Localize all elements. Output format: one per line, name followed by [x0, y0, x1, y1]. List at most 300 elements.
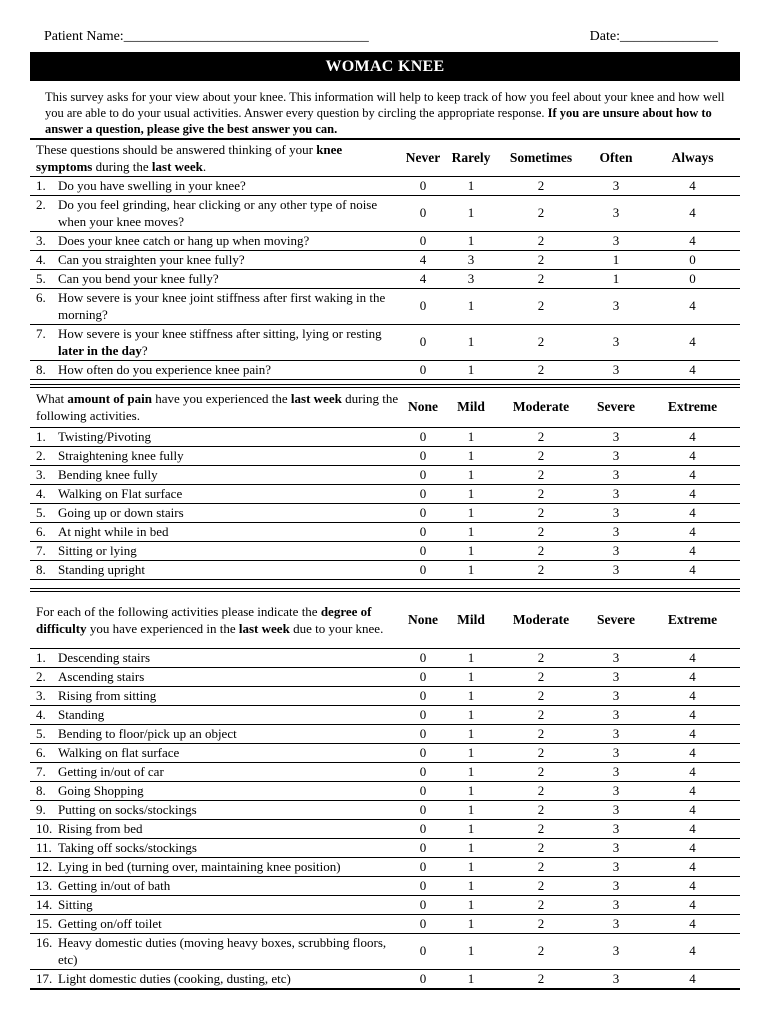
question-text: Straightening knee fully	[58, 448, 184, 463]
response-option-rarely[interactable]: 1	[447, 288, 495, 324]
response-option-extreme[interactable]: 4	[645, 484, 740, 503]
response-option-none[interactable]: 0	[399, 503, 447, 522]
question-text: Getting on/off toilet	[58, 916, 162, 931]
question-text: Going up or down stairs	[58, 505, 184, 520]
response-option-extreme[interactable]: 4	[645, 648, 740, 667]
response-option-often[interactable]: 3	[587, 195, 645, 231]
question-text: How often do you experience knee pain?	[58, 362, 271, 378]
response-option-none[interactable]: 0	[399, 522, 447, 541]
response-option-moderate[interactable]: 2	[495, 667, 587, 686]
response-option-never[interactable]: 0	[399, 231, 447, 250]
response-option-moderate[interactable]: 2	[495, 648, 587, 667]
response-option-moderate[interactable]: 2	[495, 914, 587, 933]
response-option-mild[interactable]: 1	[447, 857, 495, 876]
response-option-moderate[interactable]: 2	[495, 560, 587, 579]
response-option-severe[interactable]: 3	[587, 743, 645, 762]
response-option-extreme[interactable]: 4	[645, 686, 740, 705]
column-header-moderate: Moderate	[495, 386, 587, 427]
response-option-severe[interactable]: 3	[587, 484, 645, 503]
question-row	[30, 231, 740, 250]
response-option-moderate[interactable]: 2	[495, 819, 587, 838]
response-option-sometimes[interactable]: 2	[495, 288, 587, 324]
prompt-fragment: last week	[238, 620, 290, 636]
response-option-moderate[interactable]: 2	[495, 857, 587, 876]
response-option-sometimes[interactable]: 2	[495, 360, 587, 379]
response-option-mild[interactable]: 1	[447, 781, 495, 800]
response-option-severe[interactable]: 3	[587, 838, 645, 857]
section-prompt	[30, 139, 399, 176]
response-option-severe[interactable]: 3	[587, 648, 645, 667]
question-row	[30, 465, 740, 484]
question-text-cell	[30, 895, 399, 914]
response-option-never[interactable]: 0	[399, 324, 447, 360]
question-row	[30, 541, 740, 560]
question-row	[30, 705, 740, 724]
question-row	[30, 724, 740, 743]
question-number: 6.	[36, 745, 46, 760]
question-number: 12.	[36, 859, 53, 874]
response-option-mild[interactable]: 1	[447, 969, 495, 988]
question-row	[30, 324, 740, 360]
column-header-severe: Severe	[587, 590, 645, 648]
response-option-none[interactable]: 0	[399, 743, 447, 762]
column-header-often: Often	[587, 139, 645, 176]
response-option-severe[interactable]: 3	[587, 503, 645, 522]
response-option-mild[interactable]: 1	[447, 522, 495, 541]
response-option-mild[interactable]: 1	[447, 933, 495, 969]
response-option-severe[interactable]: 3	[587, 541, 645, 560]
question-row	[30, 933, 740, 969]
response-option-extreme[interactable]: 4	[645, 838, 740, 857]
response-option-extreme[interactable]: 4	[645, 933, 740, 969]
question-line	[36, 251, 399, 268]
question-line	[36, 706, 399, 723]
response-option-mild[interactable]: 1	[447, 705, 495, 724]
response-option-severe[interactable]: 3	[587, 800, 645, 819]
question-text-cell	[30, 360, 399, 379]
question-text-cell	[30, 705, 399, 724]
response-option-none[interactable]: 0	[399, 914, 447, 933]
response-option-often[interactable]: 3	[587, 360, 645, 379]
response-option-always[interactable]: 0	[645, 250, 740, 269]
response-option-sometimes[interactable]: 2	[495, 176, 587, 195]
section-prompt	[30, 386, 399, 427]
question-row	[30, 895, 740, 914]
response-option-mild[interactable]: 1	[447, 484, 495, 503]
response-option-often[interactable]: 1	[587, 250, 645, 269]
question-line	[36, 196, 399, 230]
response-option-always[interactable]: 4	[645, 195, 740, 231]
response-option-none[interactable]: 0	[399, 705, 447, 724]
column-header-extreme: Extreme	[645, 386, 740, 427]
response-option-always[interactable]: 0	[645, 269, 740, 288]
question-text-cell	[30, 195, 399, 231]
response-option-none[interactable]: 0	[399, 541, 447, 560]
response-option-extreme[interactable]: 4	[645, 427, 740, 446]
intro-text: This survey asks for your view about your knee. This information will help to keep track of how you feel about your knee and how well you are able to do your usual activities. Answer every question by circling the appropriate response.	[45, 90, 725, 120]
question-row	[30, 762, 740, 781]
response-option-rarely[interactable]: 3	[447, 250, 495, 269]
response-option-moderate[interactable]: 2	[495, 541, 587, 560]
response-option-extreme[interactable]: 4	[645, 465, 740, 484]
question-number: 13.	[36, 878, 53, 893]
response-option-never[interactable]: 4	[399, 269, 447, 288]
question-text-cell	[30, 876, 399, 895]
response-option-extreme[interactable]: 4	[645, 743, 740, 762]
question-line	[36, 649, 399, 666]
response-option-rarely[interactable]: 1	[447, 324, 495, 360]
section-prompt	[30, 590, 399, 648]
section-1-table	[30, 138, 740, 379]
date-field[interactable]: Date:______________	[589, 29, 718, 44]
column-header-always: Always	[645, 139, 740, 176]
response-option-severe[interactable]: 3	[587, 876, 645, 895]
question-text-cell	[30, 969, 399, 988]
response-option-moderate[interactable]: 2	[495, 933, 587, 969]
response-option-extreme[interactable]: 4	[645, 895, 740, 914]
response-option-rarely[interactable]: 1	[447, 195, 495, 231]
response-option-severe[interactable]: 3	[587, 819, 645, 838]
question-number: 15.	[36, 916, 53, 931]
question-line	[36, 270, 399, 287]
response-option-rarely[interactable]: 3	[447, 269, 495, 288]
question-text-cell	[30, 324, 399, 360]
response-option-extreme[interactable]: 4	[645, 560, 740, 579]
response-option-extreme[interactable]: 4	[645, 446, 740, 465]
question-text: Can you bend your knee fully?	[58, 271, 219, 286]
question-number: 6.	[36, 524, 46, 539]
question-number: 8.	[36, 562, 46, 578]
question-number: 4.	[36, 707, 46, 722]
response-option-none[interactable]: 0	[399, 762, 447, 781]
response-option-moderate[interactable]: 2	[495, 969, 587, 988]
response-option-rarely[interactable]: 1	[447, 231, 495, 250]
question-row	[30, 914, 740, 933]
response-option-always[interactable]: 4	[645, 176, 740, 195]
question-line	[36, 561, 399, 578]
response-option-moderate[interactable]: 2	[495, 503, 587, 522]
response-option-none[interactable]: 0	[399, 560, 447, 579]
column-header-sometimes: Sometimes	[495, 139, 587, 176]
response-option-extreme[interactable]: 4	[645, 503, 740, 522]
response-option-none[interactable]: 0	[399, 724, 447, 743]
response-option-extreme[interactable]: 4	[645, 800, 740, 819]
response-option-extreme[interactable]: 4	[645, 705, 740, 724]
question-text: Getting in/out of car	[58, 764, 164, 779]
response-option-always[interactable]: 4	[645, 324, 740, 360]
question-number: 17.	[36, 971, 53, 987]
response-option-never[interactable]: 0	[399, 176, 447, 195]
response-option-moderate[interactable]: 2	[495, 446, 587, 465]
patient-name-field[interactable]: Patient Name:___________________________________	[44, 29, 369, 44]
question-number: 9.	[36, 802, 46, 817]
response-option-moderate[interactable]: 2	[495, 705, 587, 724]
question-row	[30, 648, 740, 667]
response-option-mild[interactable]: 1	[447, 819, 495, 838]
response-option-often[interactable]: 3	[587, 324, 645, 360]
question-row	[30, 838, 740, 857]
question-line	[36, 504, 399, 521]
response-option-mild[interactable]: 1	[447, 743, 495, 762]
question-text-cell	[30, 176, 399, 195]
question-line	[36, 896, 399, 913]
question-line	[36, 820, 399, 837]
response-option-moderate[interactable]: 2	[495, 781, 587, 800]
response-option-mild[interactable]: 1	[447, 503, 495, 522]
response-option-mild[interactable]: 1	[447, 895, 495, 914]
response-option-mild[interactable]: 1	[447, 876, 495, 895]
question-number: 5.	[36, 505, 46, 520]
question-text-cell	[30, 560, 399, 579]
response-option-never[interactable]: 0	[399, 360, 447, 379]
response-option-severe[interactable]: 3	[587, 560, 645, 579]
question-line	[36, 177, 399, 194]
response-option-severe[interactable]: 3	[587, 705, 645, 724]
response-option-none[interactable]: 0	[399, 667, 447, 686]
question-line	[36, 668, 399, 685]
question-row	[30, 269, 740, 288]
response-option-mild[interactable]: 1	[447, 560, 495, 579]
response-option-mild[interactable]: 1	[447, 667, 495, 686]
response-option-none[interactable]: 0	[399, 446, 447, 465]
response-option-always[interactable]: 4	[645, 231, 740, 250]
response-option-moderate[interactable]: 2	[495, 427, 587, 446]
prompt-fragment: amount of pain	[67, 391, 152, 407]
response-option-rarely[interactable]: 1	[447, 360, 495, 379]
question-number: 14.	[36, 897, 53, 912]
response-option-mild[interactable]: 1	[447, 914, 495, 933]
response-option-extreme[interactable]: 4	[645, 857, 740, 876]
response-option-severe[interactable]: 3	[587, 724, 645, 743]
question-number: 2.	[36, 669, 46, 684]
response-option-moderate[interactable]: 2	[495, 465, 587, 484]
response-option-none[interactable]: 0	[399, 800, 447, 819]
question-line	[36, 542, 399, 559]
question-line	[36, 858, 399, 875]
response-option-always[interactable]: 4	[645, 360, 740, 379]
response-option-mild[interactable]: 1	[447, 724, 495, 743]
prompt-fragment: .	[202, 158, 207, 174]
response-option-extreme[interactable]: 4	[645, 762, 740, 781]
response-option-always[interactable]: 4	[645, 288, 740, 324]
question-text-cell	[30, 503, 399, 522]
response-option-often[interactable]: 3	[587, 231, 645, 250]
response-option-extreme[interactable]: 4	[645, 541, 740, 560]
response-option-severe[interactable]: 3	[587, 781, 645, 800]
question-text: Getting in/out of bath	[58, 878, 171, 893]
question-text-cell	[30, 838, 399, 857]
question-text: Rising from bed	[58, 821, 143, 836]
prompt-fragment: have you experienced the	[151, 391, 291, 407]
response-option-sometimes[interactable]: 2	[495, 269, 587, 288]
response-option-extreme[interactable]: 4	[645, 876, 740, 895]
column-header-rarely: Rarely	[447, 139, 495, 176]
response-option-rarely[interactable]: 1	[447, 176, 495, 195]
response-option-moderate[interactable]: 2	[495, 522, 587, 541]
question-row	[30, 686, 740, 705]
question-text: Putting on socks/stockings	[58, 802, 197, 817]
prompt-fragment: knee symptoms	[36, 141, 343, 174]
prompt-fragment: due to your knee.	[289, 620, 384, 636]
response-option-moderate[interactable]: 2	[495, 686, 587, 705]
response-option-never[interactable]: 0	[399, 288, 447, 324]
response-option-moderate[interactable]: 2	[495, 876, 587, 895]
response-option-moderate[interactable]: 2	[495, 724, 587, 743]
response-option-mild[interactable]: 1	[447, 648, 495, 667]
response-option-often[interactable]: 3	[587, 176, 645, 195]
prompt-fragment: last week	[151, 158, 203, 174]
response-option-severe[interactable]: 3	[587, 522, 645, 541]
response-option-mild[interactable]: 1	[447, 838, 495, 857]
response-option-none[interactable]: 0	[399, 819, 447, 838]
response-option-often[interactable]: 3	[587, 288, 645, 324]
response-option-severe[interactable]: 3	[587, 857, 645, 876]
response-option-moderate[interactable]: 2	[495, 800, 587, 819]
question-number: 3.	[36, 688, 46, 703]
question-line	[36, 466, 399, 483]
question-row	[30, 176, 740, 195]
question-text-cell	[30, 933, 399, 969]
response-option-mild[interactable]: 1	[447, 465, 495, 484]
question-text-cell	[30, 686, 399, 705]
column-header-none: None	[399, 386, 447, 427]
question-text-cell	[30, 541, 399, 560]
response-option-sometimes[interactable]: 2	[495, 195, 587, 231]
question-text-cell	[30, 667, 399, 686]
question-number: 7.	[36, 543, 46, 558]
prompt-fragment: How severe is your knee stiffness after sitting, lying or resting	[58, 326, 382, 341]
response-option-severe[interactable]: 3	[587, 686, 645, 705]
response-option-moderate[interactable]: 2	[495, 762, 587, 781]
response-option-none[interactable]: 0	[399, 838, 447, 857]
question-text-cell	[30, 231, 399, 250]
response-option-severe[interactable]: 3	[587, 427, 645, 446]
question-row	[30, 819, 740, 838]
response-option-moderate[interactable]: 2	[495, 838, 587, 857]
response-option-none[interactable]: 0	[399, 969, 447, 988]
response-option-extreme[interactable]: 4	[645, 667, 740, 686]
question-number: 16.	[36, 935, 53, 950]
question-number: 1.	[36, 429, 46, 444]
response-option-sometimes[interactable]: 2	[495, 231, 587, 250]
question-line	[36, 839, 399, 856]
question-text: Walking on Flat surface	[58, 486, 183, 501]
question-text: Bending to floor/pick up an object	[58, 726, 237, 741]
response-option-none[interactable]: 0	[399, 781, 447, 800]
response-option-moderate[interactable]: 2	[495, 484, 587, 503]
response-option-severe[interactable]: 3	[587, 667, 645, 686]
response-option-none[interactable]: 0	[399, 465, 447, 484]
response-option-severe[interactable]: 3	[587, 465, 645, 484]
question-text: Twisting/Pivoting	[58, 429, 151, 444]
question-text: Standing	[58, 707, 105, 722]
question-text: Lying in bed (turning over, maintaining knee position)	[58, 859, 341, 874]
response-option-severe[interactable]: 3	[587, 895, 645, 914]
question-line	[36, 934, 399, 968]
question-text: Light domestic duties (cooking, dusting, etc)	[58, 971, 291, 987]
section-header-row	[30, 590, 740, 648]
response-option-often[interactable]: 1	[587, 269, 645, 288]
response-option-extreme[interactable]: 4	[645, 914, 740, 933]
question-text-cell	[30, 446, 399, 465]
response-option-severe[interactable]: 3	[587, 914, 645, 933]
question-row	[30, 876, 740, 895]
response-option-mild[interactable]: 1	[447, 762, 495, 781]
question-text: Do you have swelling in your knee?	[58, 178, 246, 193]
question-number: 6.	[36, 290, 46, 305]
prompt-fragment: These questions should be answered thinking of your	[36, 141, 317, 157]
response-option-severe[interactable]: 3	[587, 762, 645, 781]
response-option-extreme[interactable]: 4	[645, 969, 740, 988]
womac-form	[30, 0, 740, 990]
response-option-none[interactable]: 0	[399, 648, 447, 667]
prompt-fragment: last week	[290, 391, 342, 407]
column-header-extreme: Extreme	[645, 590, 740, 648]
question-number: 3.	[36, 467, 46, 482]
response-option-mild[interactable]: 1	[447, 800, 495, 819]
question-text-cell	[30, 288, 399, 324]
response-option-sometimes[interactable]: 2	[495, 250, 587, 269]
response-option-none[interactable]: 0	[399, 895, 447, 914]
question-row	[30, 743, 740, 762]
response-option-mild[interactable]: 1	[447, 541, 495, 560]
response-option-moderate[interactable]: 2	[495, 895, 587, 914]
question-row	[30, 250, 740, 269]
question-text-cell	[30, 800, 399, 819]
prompt-fragment: ?	[141, 343, 148, 358]
question-text-cell	[30, 648, 399, 667]
question-row	[30, 560, 740, 579]
question-line	[36, 325, 399, 359]
response-option-never[interactable]: 0	[399, 195, 447, 231]
response-option-mild[interactable]: 1	[447, 686, 495, 705]
response-option-extreme[interactable]: 4	[645, 522, 740, 541]
response-option-severe[interactable]: 3	[587, 969, 645, 988]
question-number: 3.	[36, 233, 46, 248]
question-text: Do you feel grinding, hear clicking or any other type of noise when your knee moves?	[58, 197, 378, 229]
response-option-none[interactable]: 0	[399, 427, 447, 446]
response-option-none[interactable]: 0	[399, 876, 447, 895]
response-option-never[interactable]: 4	[399, 250, 447, 269]
question-text-cell	[30, 427, 399, 446]
question-number: 2.	[36, 448, 46, 463]
response-option-mild[interactable]: 1	[447, 427, 495, 446]
intro-paragraph	[30, 81, 740, 138]
question-number: 8.	[36, 362, 46, 378]
response-option-none[interactable]: 0	[399, 686, 447, 705]
response-option-mild[interactable]: 1	[447, 446, 495, 465]
response-option-extreme[interactable]: 4	[645, 724, 740, 743]
response-option-none[interactable]: 0	[399, 933, 447, 969]
response-option-extreme[interactable]: 4	[645, 819, 740, 838]
section-header-row	[30, 139, 740, 176]
question-text: Sitting	[58, 897, 93, 912]
response-option-none[interactable]: 0	[399, 484, 447, 503]
question-row	[30, 360, 740, 379]
question-text-cell	[30, 724, 399, 743]
question-text-cell	[30, 857, 399, 876]
form-header	[30, 0, 740, 52]
question-number: 7.	[36, 326, 46, 341]
question-number: 7.	[36, 764, 46, 779]
response-option-extreme[interactable]: 4	[645, 781, 740, 800]
question-sections	[30, 138, 740, 988]
response-option-sometimes[interactable]: 2	[495, 324, 587, 360]
response-option-severe[interactable]: 3	[587, 933, 645, 969]
response-option-none[interactable]: 0	[399, 857, 447, 876]
response-option-severe[interactable]: 3	[587, 446, 645, 465]
response-option-moderate[interactable]: 2	[495, 743, 587, 762]
